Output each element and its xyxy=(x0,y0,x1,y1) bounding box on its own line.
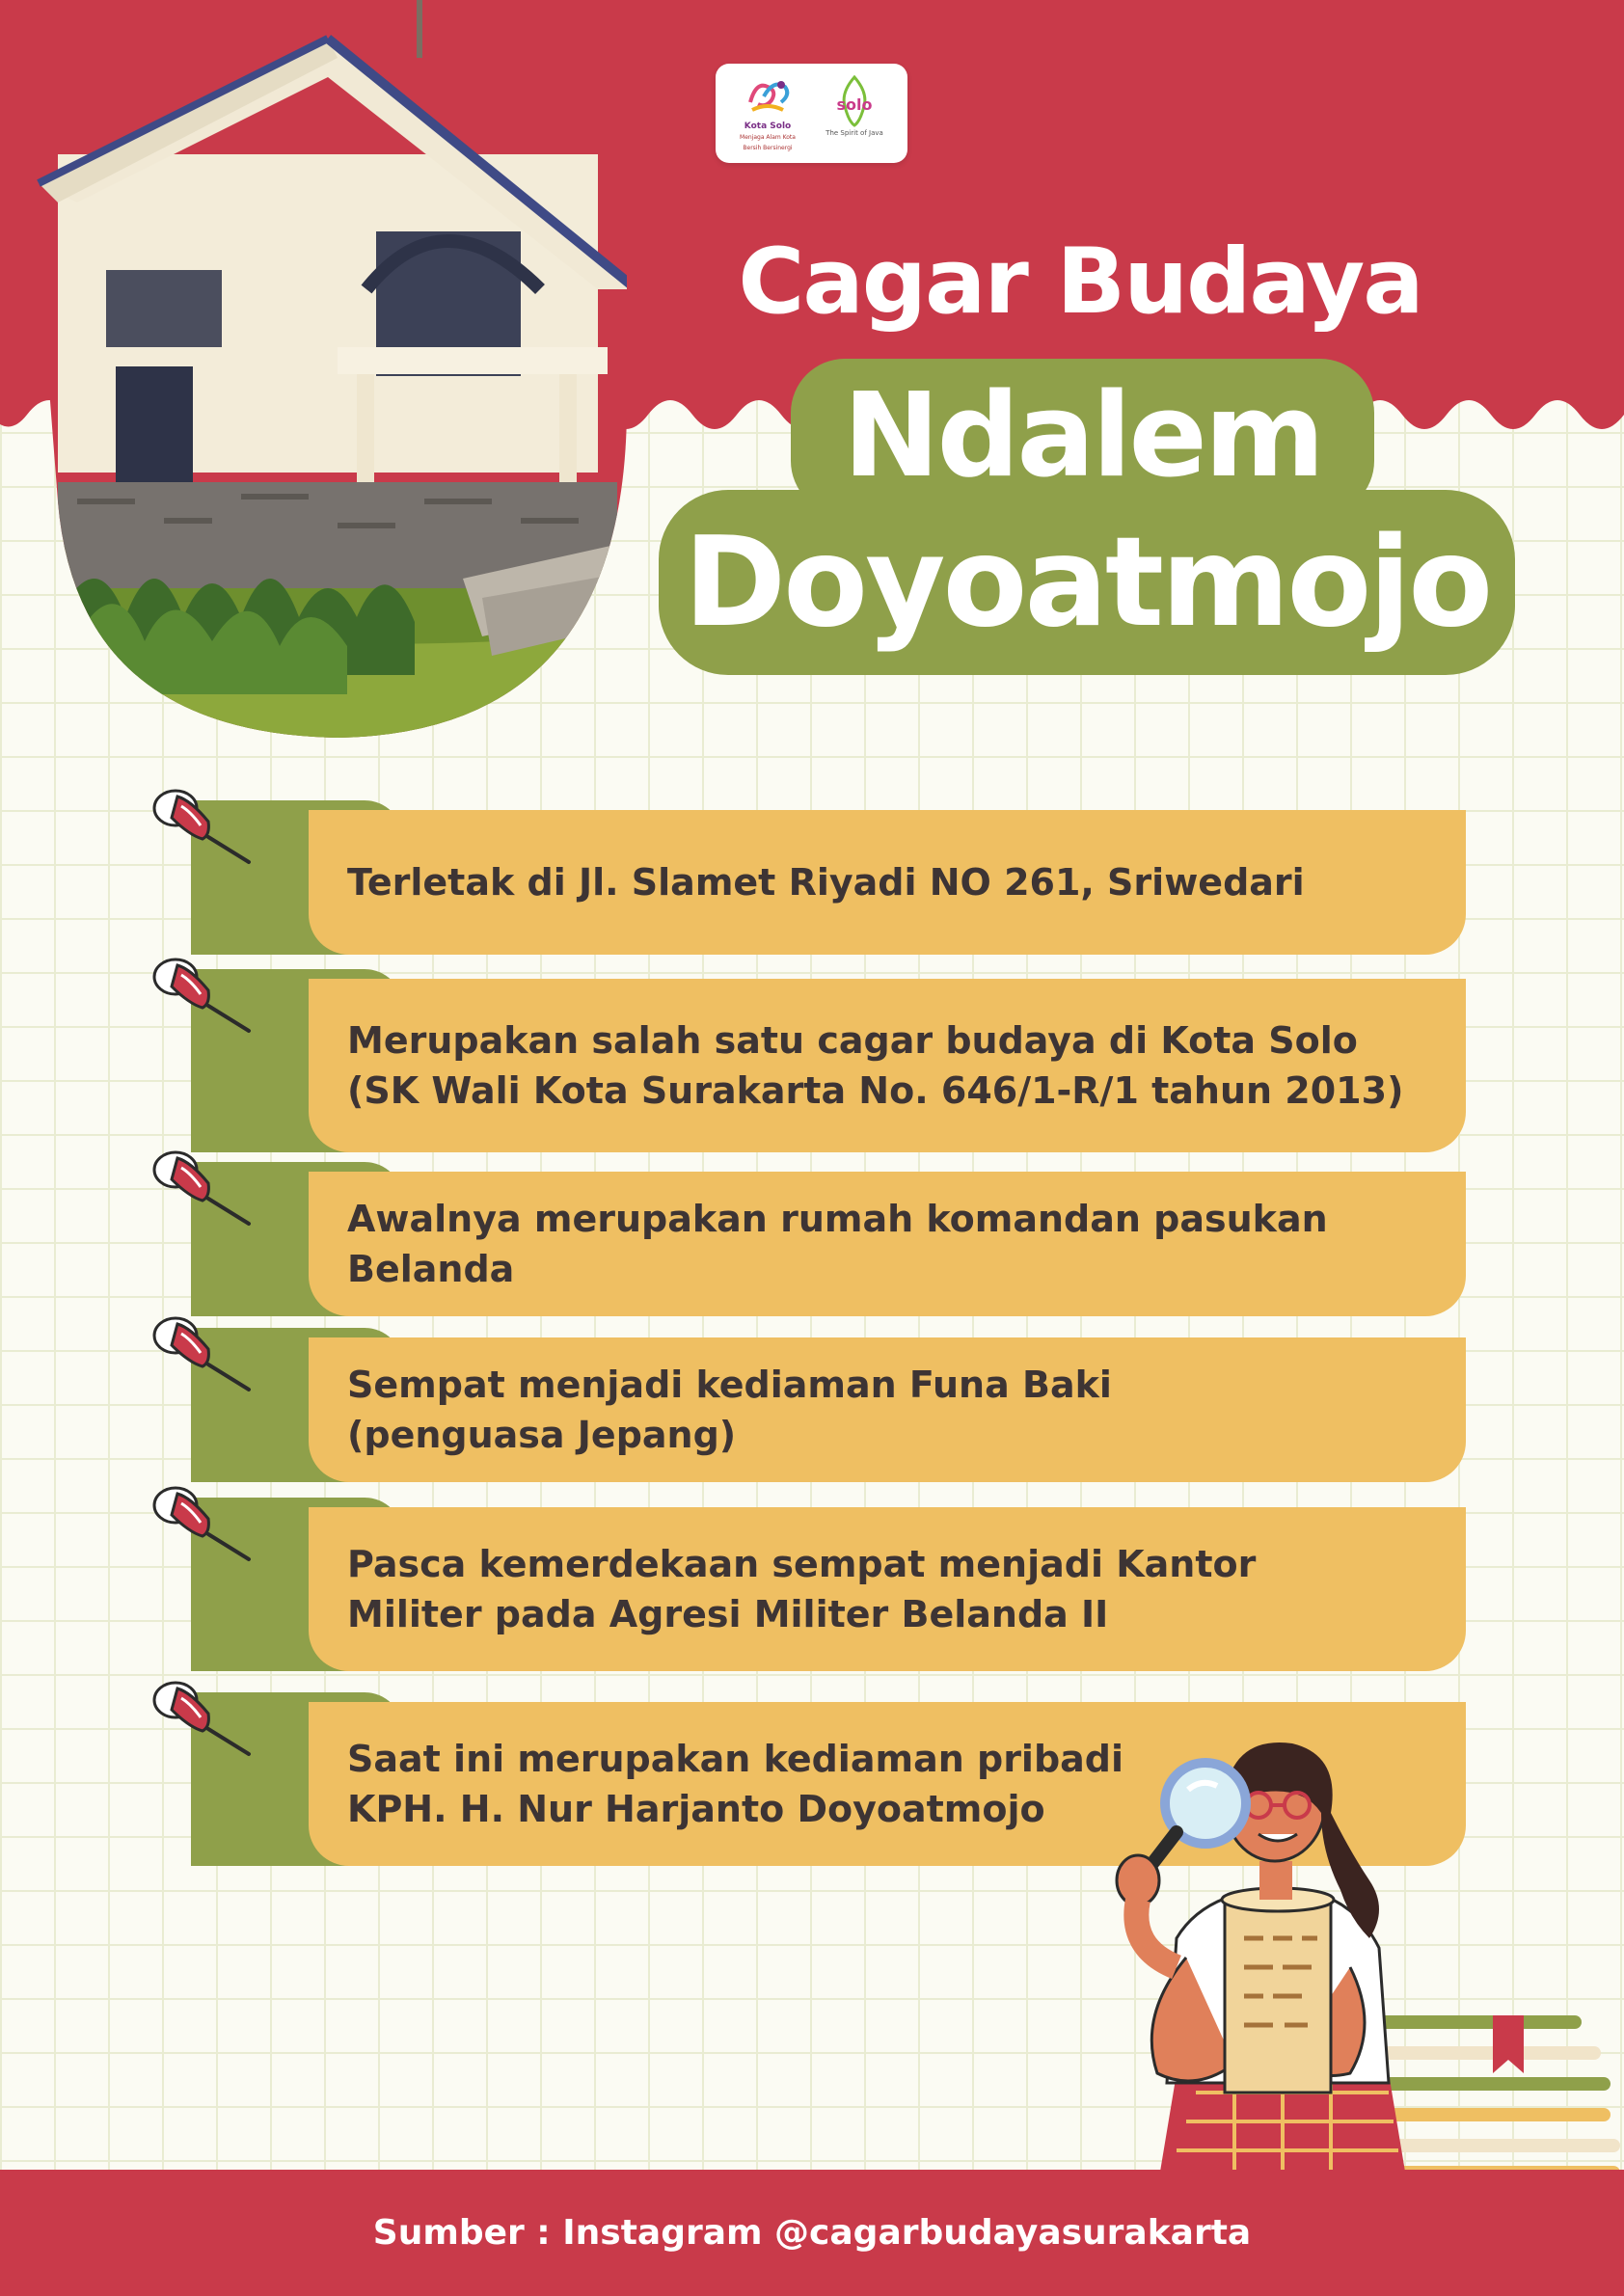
pushpin-icon xyxy=(152,1145,258,1231)
pushpin-icon xyxy=(152,1480,258,1567)
solo-spirit-logo-mark-icon xyxy=(820,73,889,129)
item-text: Terletak di Jl. Slamet Riyadi NO 261, Sriwedari xyxy=(347,861,1305,904)
kota-solo-logo-mark-icon xyxy=(739,73,797,122)
kota-solo-logo-tagline: Menjaga Alam Kota Bersih Bersinergi xyxy=(740,134,796,151)
item-text: Pasca kemerdekaan sempat menjadi Kantor Militer pada Agresi Militer Belanda II xyxy=(347,1543,1257,1635)
pushpin-icon xyxy=(152,1310,258,1397)
page-title: Cagar Budaya xyxy=(738,230,1422,335)
list-item xyxy=(154,1498,1466,1671)
kota-solo-logo-name: Kota Solo xyxy=(744,122,792,131)
pushpin-icon xyxy=(152,952,258,1039)
item-text: Sempat menjadi kediaman Funa Baki (penguasa Jepang) xyxy=(347,1364,1112,1456)
info-list xyxy=(154,791,1504,1851)
solo-spirit-logo-tagline: The Spirit of Java xyxy=(826,129,883,137)
list-item xyxy=(154,800,1466,955)
item-text: Saat ini merupakan kediaman pribadi KPH. H. Nur Harjanto Doyoatmojo xyxy=(347,1738,1124,1830)
solo-spirit-logo xyxy=(820,73,889,138)
list-item xyxy=(154,969,1466,1152)
list-item xyxy=(154,1162,1466,1316)
kota-solo-logo xyxy=(739,73,797,153)
researcher-illustration xyxy=(1061,1726,1624,2189)
pushpin-icon xyxy=(152,1675,258,1762)
solo-logo-wordmark: solo xyxy=(836,95,873,114)
pushpin-icon xyxy=(152,783,258,870)
list-item xyxy=(154,1328,1466,1482)
item-text: Merupakan salah satu cagar budaya di Kota Solo (SK Wali Kota Surakarta No. 646/1-R/1 tahun 2013) xyxy=(347,1019,1404,1112)
footer xyxy=(0,2170,1624,2296)
heritage-name-line-2: Doyoatmojo xyxy=(683,511,1491,655)
heritage-name-line-1: Ndalem xyxy=(843,369,1322,503)
house-photo xyxy=(19,0,675,752)
bookmark-icon xyxy=(1493,2015,1524,2073)
logo-card xyxy=(716,64,907,163)
footer-source: Sumber : Instagram @cagarbudayasurakarta xyxy=(372,2213,1252,2253)
item-text: Awalnya merupakan rumah komandan pasukan Belanda xyxy=(347,1198,1328,1290)
